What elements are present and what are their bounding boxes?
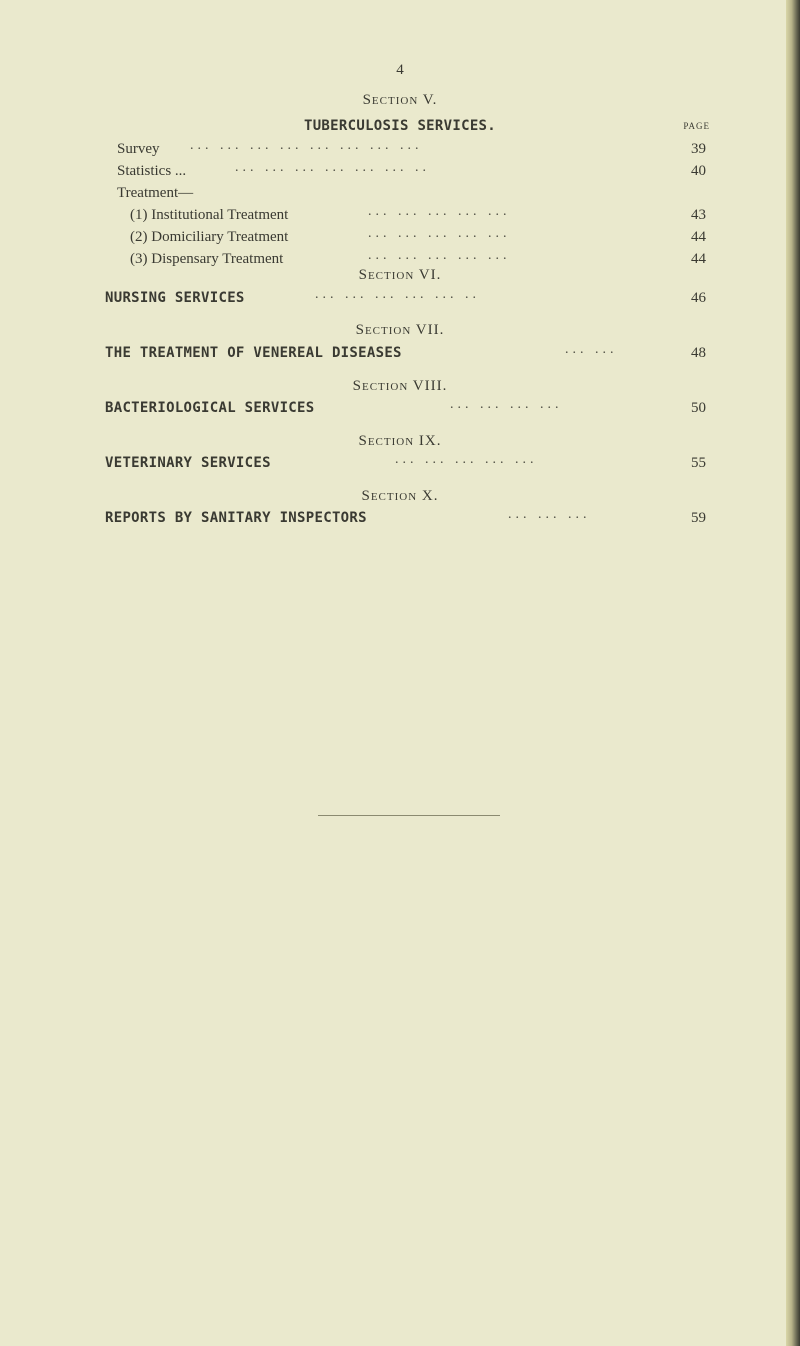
toc-entry-label: (1) Institutional Treatment (130, 207, 289, 223)
toc-entry-label: VETERINARY SERVICES (105, 455, 271, 471)
toc-entry-bacteriological-services[interactable] (0, 397, 800, 422)
leader-dots: ... ... ... ... ... (395, 452, 538, 467)
section-ix-heading: Section IX. (358, 433, 442, 449)
leader-dots: ... ... ... ... ... (368, 226, 511, 241)
toc-entry-label: BACTERIOLOGICAL SERVICES (105, 400, 315, 416)
section-x-heading: Section X. (361, 488, 439, 504)
toc-entry-venereal-diseases[interactable] (0, 342, 800, 367)
toc-entry-page: 40 (691, 163, 706, 179)
leader-dots: ... ... ... ... ... .. (315, 287, 480, 302)
toc-entry-label: Treatment— (117, 185, 194, 201)
leader-dots: ... ... ... ... ... (368, 204, 511, 219)
toc-entry-label: Statistics ... (117, 163, 187, 179)
toc-entry-label: Survey (117, 141, 160, 157)
toc-entry-nursing-services[interactable] (0, 287, 800, 312)
toc-entry-page: 50 (691, 400, 706, 416)
section-viii-heading: Section VIII. (352, 378, 448, 394)
divider-rule (318, 815, 500, 816)
section-vi-heading: Section VI. (358, 267, 442, 283)
section-vii-heading: Section VII. (355, 322, 445, 338)
toc-entry-label: (3) Dispensary Treatment (130, 251, 284, 267)
section-v-title: TUBERCULOSIS SERVICES. (303, 118, 497, 134)
leader-dots: ... ... ... ... ... ... .. (235, 160, 430, 175)
leader-dots: ... ... ... (508, 507, 591, 522)
leader-dots: ... ... (565, 342, 618, 357)
toc-entry-page: 59 (691, 510, 706, 526)
page-column-label: PAGE (683, 121, 710, 131)
leader-dots: ... ... ... ... (450, 397, 563, 412)
page-number: 4 (396, 62, 404, 78)
toc-entry-page: 39 (691, 141, 706, 157)
toc-entry-label: (2) Domiciliary Treatment (130, 229, 289, 245)
toc-entry-page: 46 (691, 290, 706, 306)
toc-entry-page: 44 (691, 251, 706, 267)
leader-dots: ... ... ... ... ... ... ... ... (190, 138, 423, 153)
toc-entry-label: REPORTS BY SANITARY INSPECTORS (105, 510, 367, 526)
toc-entry-page: 48 (691, 345, 706, 361)
toc-entry-veterinary-services[interactable] (0, 452, 800, 477)
toc-entry-label: NURSING SERVICES (105, 290, 245, 306)
leader-dots: ... ... ... ... ... (368, 248, 511, 263)
toc-entry-statistics[interactable] (0, 160, 800, 185)
toc-entry-page: 44 (691, 229, 706, 245)
toc-entry-label: THE TREATMENT OF VENEREAL DISEASES (105, 345, 402, 361)
toc-entry-page: 55 (691, 455, 706, 471)
toc-entry-page: 43 (691, 207, 706, 223)
section-v-heading: Section V. (362, 92, 438, 108)
toc-entry-sanitary-inspectors[interactable] (0, 507, 800, 532)
